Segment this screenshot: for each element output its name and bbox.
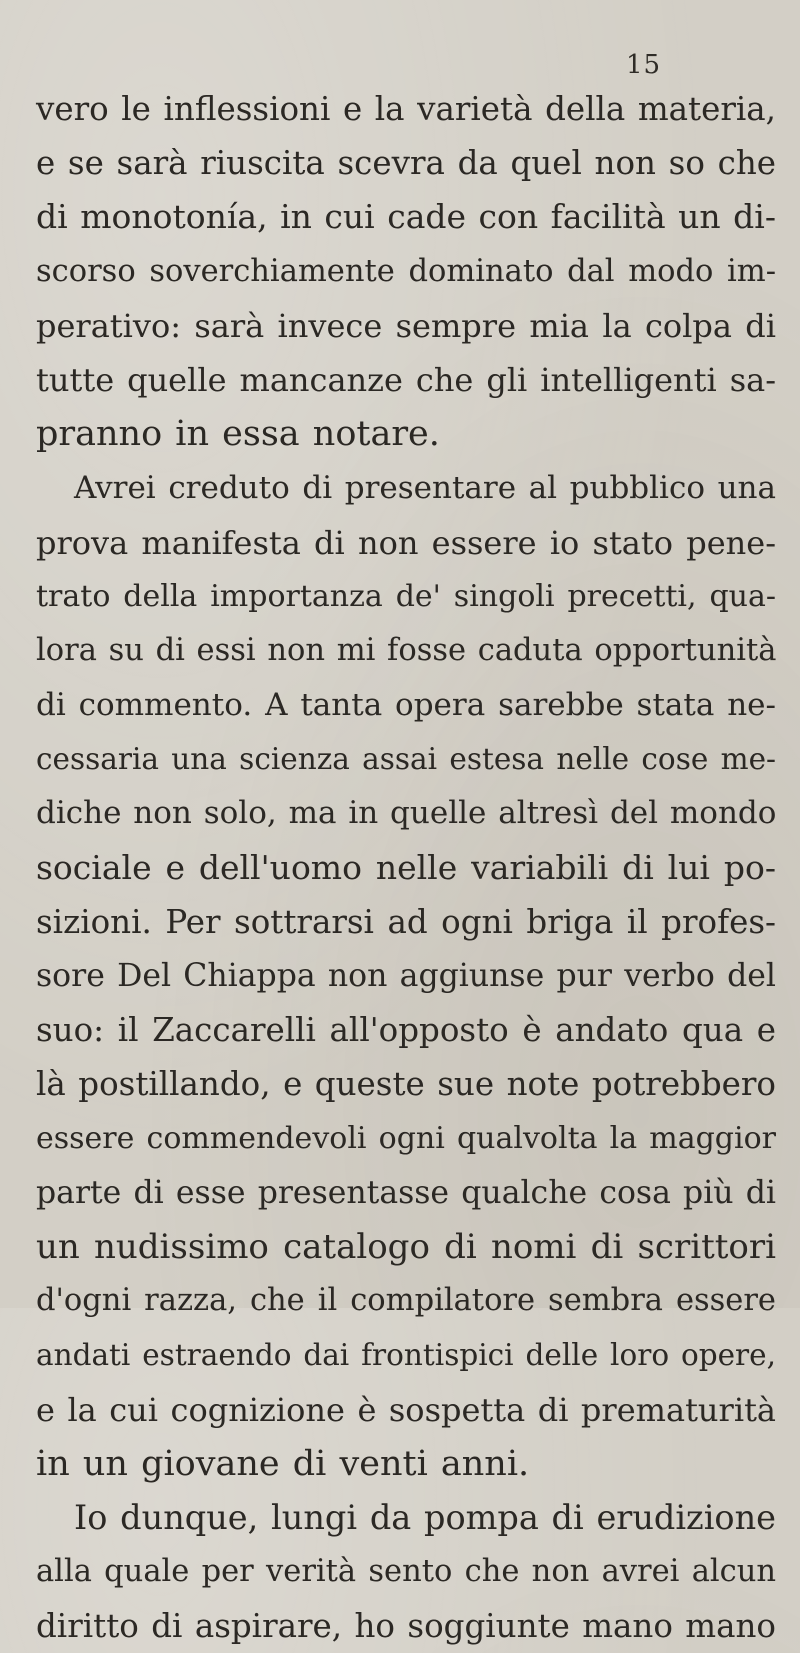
page-text-body bbox=[36, 82, 776, 1653]
paragraph-end-line: in un giovane di venti anni. bbox=[36, 1443, 530, 1484]
text-line: perativo: sarà invece sempre mia la colpa di bbox=[36, 306, 776, 345]
text-line: e se sarà riuscita scevra da quel non so che bbox=[36, 144, 776, 183]
paragraph-end-line: pranno in essa notare. bbox=[36, 414, 440, 455]
text-line: cessaria una scienza assai estesa nelle cose me- bbox=[36, 742, 776, 777]
paragraph-start-line: Avrei creduto di presentare al pubblico una bbox=[74, 470, 776, 507]
page-number: 15 bbox=[626, 50, 662, 80]
paragraph-start-line: Io dunque, lungi da pompa di erudizione bbox=[74, 1497, 776, 1537]
text-line: sociale e dell'uomo nelle variabili di lui po- bbox=[36, 847, 776, 887]
text-line: alla quale per verità sento che non avrei alcun bbox=[36, 1554, 776, 1590]
text-line: diche non solo, ma in quelle altresì del mondo bbox=[36, 795, 777, 832]
text-line: là postillando, e queste sue note potrebbero bbox=[36, 1065, 776, 1104]
text-line: lora su di essi non mi fosse caduta opportunità bbox=[36, 632, 777, 668]
text-line: tutte quelle mancanze che gli intelligenti sa- bbox=[36, 360, 776, 399]
text-line: vero le inflessioni e la varietà della materia, bbox=[36, 90, 776, 128]
text-line: scorso soverchiamente dominato dal modo im- bbox=[36, 253, 776, 289]
text-line: di commento. A tanta opera sarebbe stata ne- bbox=[36, 687, 776, 724]
text-line: diritto di aspirare, ho soggiunte mano mano bbox=[36, 1607, 776, 1646]
text-line: essere commendevoli ogni qualvolta la maggior bbox=[36, 1120, 776, 1156]
text-line: prova manifesta di non essere io stato pene- bbox=[36, 523, 776, 562]
text-line: un nudissimo catalogo di nomi di scrittori bbox=[36, 1226, 776, 1267]
text-line: suo: il Zaccarelli all'opposto è andato qua e bbox=[36, 1011, 776, 1050]
text-line: sizioni. Per sottrarsi ad ogni briga il profes- bbox=[36, 902, 776, 941]
text-line: trato della importanza de' singoli precetti, qua- bbox=[36, 578, 776, 614]
text-line: andati estraendo dai frontispici delle loro opere, bbox=[36, 1338, 776, 1373]
text-line: parte di esse presentasse qualche cosa più di bbox=[36, 1174, 776, 1211]
text-line: e la cui cognizione è sospetta di prematurità bbox=[36, 1390, 776, 1429]
text-line: di monotonía, in cui cade con facilità un di- bbox=[36, 197, 776, 237]
text-line: d'ogni razza, che il compilatore sembra essere bbox=[36, 1283, 776, 1319]
text-line: sore Del Chiappa non aggiunse pur verbo del bbox=[36, 958, 776, 994]
